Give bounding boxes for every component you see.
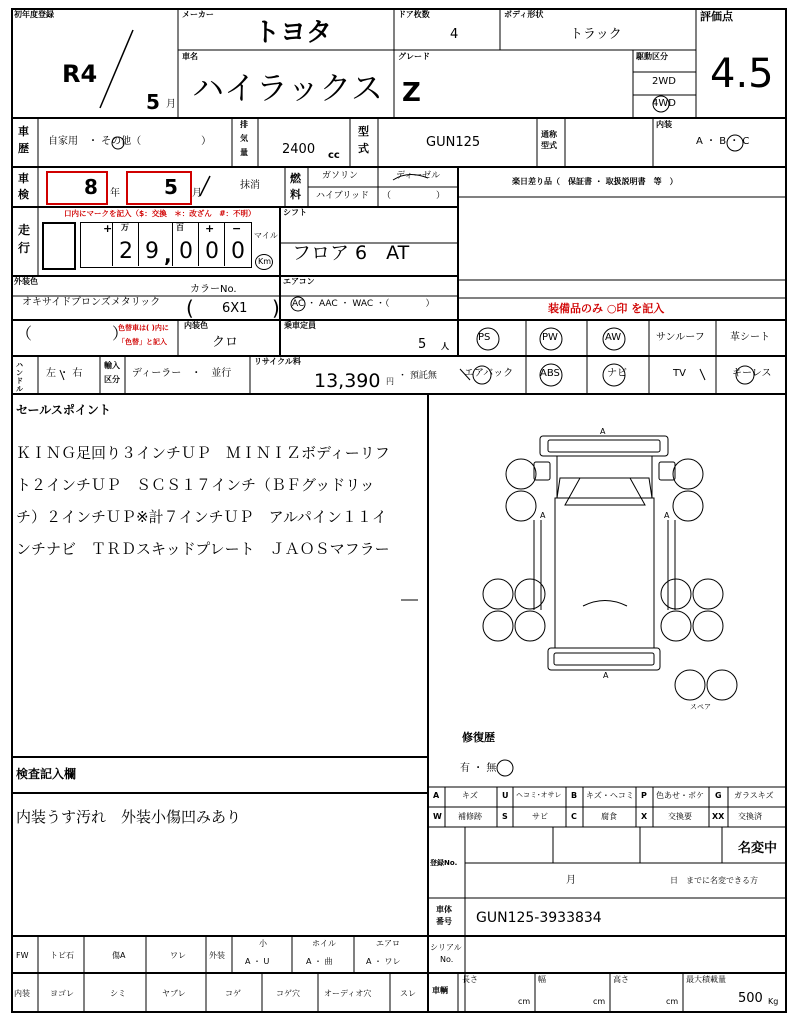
grade-value: Z (402, 78, 421, 108)
ext-small-label: 小 (259, 939, 267, 948)
displacement-label-2: 気 (240, 134, 248, 143)
legend-code-x: X (641, 812, 648, 821)
type-value: GUN125 (426, 135, 481, 150)
wheel-label: ホイル (312, 939, 336, 948)
legend-desc-xx: 交換済 (738, 812, 762, 821)
aero-value: A ・ ワレ (366, 957, 401, 966)
sales-line-4: ンチナビ ＴＲＤスキッドプレート ＪＡＯＳマフラー (16, 540, 390, 558)
body-value: トラック (570, 27, 622, 42)
sales-line-1: ＫＩＮＧ足回り３インチＵＰ ＭＩＮＩＺボディーリフ (16, 444, 390, 462)
shift-label: シフト (283, 208, 307, 217)
height-unit: cm (666, 997, 679, 1006)
sales-points-title: セールスポイント (16, 403, 111, 417)
color-change-note-2: 「色替」と記入 (118, 338, 167, 346)
ext-label: 外装 (209, 951, 225, 960)
equip-leather: 革シート (730, 332, 770, 343)
recycle-yen: 円 (386, 377, 394, 386)
type-label-2: 式 (358, 142, 369, 155)
equip-pw: PW (542, 332, 558, 343)
ext-color-value: オキサイドブロンズメタリック (22, 297, 161, 308)
diagram-mark-front: A (600, 427, 606, 436)
left-mirror-shape (534, 462, 550, 480)
mileage-digit-3: 0 (179, 239, 193, 264)
tire-rr-outer (661, 579, 691, 609)
legend-desc-c: 腐食 (601, 812, 617, 821)
reg-month-unit: 月 (566, 875, 576, 886)
auction-sheet: 初年度登録 R4 5 月 メーカー トヨタ ドア枚数 4 ボディ形状 トラック 評価点 4.5 車名 ハイラックス グレード Z 駆動区分 2WD 4WD 車 歴 自家用 ・ その他（ ） 排 気 量 2400 cc 型 式 GUN125 通称 型式 内装 A ・ B ・ C 車 検 8 年 5 月 抹消 燃 料 ガソリン ディーゼル ハイブリッド （ ） 楽日差り品（ 保証書 ・ 取扱説明書 等 ） 走 行 口内にマークを記入（$：交換 ＊：改ざん #：不明） + 万 百 + − 2 9 , 0 0 0 マイル Km シフト フロア 6 AT エアコン AC ・ AAC ・ WAC ・（ ） 外装色 オキサイドブロンズメタリック カラーNo. ( 6X1 ) 装備品のみ ○印 を記入 （ ） 色替車は( )内に 「色替」と記入 内装色 クロ 乗車定員 5 人 PS PW AW サンルーフ 革シート エアバック ABS ナビ TV キーレス ハンドル 左 ・ 右 輸入 区分 ディーラー ・ 並行 リサイクル料 13,390 円 ・ 預託無 セールスポイント ＫＩＮＧ足回り３インチＵＰ ＭＩＮＩＺボディーリフ ト２インチＵＰ ＳＣＳ１７インチ（ＢＦグッドリッ チ）２インチＵＰ※計７インチＵＰ アルパイン１１イ ンチナビ ＴＲＤスキッドプレート ＪＡＯＳマフラー A A A A スペア 修復歴 有 ・ 無 検査記入欄 内装うす汚れ 外装小傷凹みあり A キズ U ヘコミ･オサレ B キズ・ヘコミ P 色あせ・ボケ G ガラスキズ W 補修跡 S サビ C 腐食 X 交換要 XX 交換済 登録No. 名変中 月 日 までに名変できる方 車体 番号 GUN125-3933834 シリアル No. 車輌 長さ cm 幅 cm 高さ cm 最大積載量 500 Kg FW トビ石 傷A ワレ 外装 小 A ・ U ホイル A ・ 曲 エアロ A ・ ワレ 内装 ヨゴレ シミ ヤブレ コゲ コゲ穴 オーディオ穴 スレ (0, 0, 800, 1024)
mileage-plus-2: + (205, 222, 215, 235)
displacement-value: 2400 (282, 142, 316, 157)
inspection-erased: 抹消 (240, 180, 260, 191)
diagram-mark-right: A (664, 511, 670, 520)
inspection-year-unit: 年 (110, 188, 120, 199)
tire-rl-2 (483, 611, 513, 641)
interior-color-label: 内装色 (184, 321, 208, 330)
wheel-value: A ・ 曲 (306, 957, 333, 966)
int-label: 内装 (14, 989, 30, 998)
import-value: ディーラー ・ 並行 (132, 368, 232, 379)
tire-fr-inner (673, 491, 703, 521)
vin-label-2: 番号 (436, 917, 452, 926)
maker-value: トヨタ (254, 18, 333, 48)
repair-label: 修復歴 (462, 731, 495, 744)
import-label-1: 輸入 (104, 361, 120, 370)
tire-fr-outer (673, 459, 703, 489)
right-mirror-shape (659, 462, 675, 480)
inspection-month: 5 (164, 175, 178, 199)
first-reg-month: 5 (146, 90, 160, 114)
interior-grades: A ・ B ・ C (696, 136, 750, 147)
fw-item-3: ワレ (170, 951, 186, 960)
displacement-label-3: 量 (240, 148, 248, 157)
mileage-minus: − (232, 222, 242, 235)
int-item-3: ヤブレ (162, 989, 186, 998)
mileage-digit-5: 0 (231, 239, 245, 264)
legend-code-u: U (502, 791, 509, 800)
legend-code-g: G (715, 791, 722, 800)
equipment-note: 装備品のみ ○印 を記入 (548, 302, 665, 315)
legend-desc-w: 補修跡 (458, 812, 482, 821)
fw-label: FW (16, 951, 29, 960)
first-reg-label: 初年度登録 (14, 10, 54, 19)
vin-value: GUN125-3933834 (476, 910, 602, 926)
common-type-label-1: 通称 (541, 130, 557, 139)
tire-rr-3 (693, 611, 723, 641)
documents: 楽日差り品（ 保証書 ・ 取扱説明書 等 ） (512, 177, 678, 186)
equip-tv: TV (673, 368, 686, 379)
handle-value: 左 ・ 右 (46, 368, 83, 379)
fuel-other: （ ） (382, 191, 446, 201)
serial-label-1: シリアル (430, 943, 462, 952)
doors-label: ドア枚数 (398, 10, 430, 19)
displacement-label-1: 排 (240, 120, 248, 129)
fuel-label-2: 料 (290, 188, 301, 201)
handle-label: ハンドル (16, 361, 23, 393)
tire-rl-3 (515, 611, 545, 641)
legend-code-b: B (571, 791, 578, 800)
spare-tire-1 (675, 670, 705, 700)
legend-desc-u: ヘコミ･オサレ (516, 791, 562, 799)
recycle-label: リサイクル料 (254, 357, 301, 366)
drive-4wd: 4WD (652, 98, 676, 109)
length-unit: cm (518, 997, 531, 1006)
tire-fl-inner (506, 491, 536, 521)
name-change: 名変中 (738, 841, 778, 856)
vin-label-1: 車体 (436, 905, 452, 914)
legend-code-s: S (502, 812, 508, 821)
equip-navi: ナビ (607, 368, 627, 379)
ext-color-label: 外装色 (14, 277, 38, 286)
tire-rr-2 (661, 611, 691, 641)
int-item-6: オーディオ穴 (324, 989, 372, 998)
mileage-plus-1: + (103, 222, 113, 235)
max-load-unit: Kg (768, 997, 779, 1006)
inspection-label-2: 検 (18, 188, 29, 201)
import-label-2: 区分 (104, 375, 120, 384)
legend-code-p: P (641, 791, 647, 800)
drive-label: 駆動区分 (636, 52, 668, 61)
model-name-value: ハイラックス (192, 69, 384, 107)
recycle-fee: 13,390 (314, 370, 381, 392)
inspection-label-1: 車 (18, 172, 29, 185)
body-label: ボディ形状 (504, 10, 544, 19)
serial-label-2: No. (440, 955, 454, 964)
history-value: 自家用 ・ その他（ ） (48, 136, 212, 147)
int-item-4: コゲ (225, 989, 241, 998)
equip-sunroof: サンルーフ (656, 332, 705, 343)
maker-label: メーカー (182, 10, 214, 19)
mileage-label-2: 行 (18, 241, 31, 255)
equip-ps: PS (478, 332, 491, 343)
grade-label: グレード (398, 52, 430, 61)
max-load-value: 500 (738, 991, 763, 1006)
recycle-deposit: ・ 預託無 (398, 371, 437, 381)
equip-aw: AW (605, 332, 622, 343)
max-load-label: 最大積載量 (686, 975, 726, 984)
mileage-digit-4: 0 (205, 239, 219, 264)
spare-label: スペア (690, 703, 711, 711)
legend-code-a: A (433, 791, 440, 800)
legend-desc-s: サビ (532, 812, 548, 821)
drive-2wd: 2WD (652, 76, 676, 87)
color-no-value: 6X1 (222, 301, 248, 316)
mileage-label-1: 走 (18, 223, 31, 237)
first-reg-era: R4 (62, 60, 98, 88)
fw-item-1: トビ石 (50, 951, 74, 960)
reg-day-note: 日 までに名変できる方 (670, 876, 758, 885)
legend-desc-g: ガラスキズ (734, 791, 774, 800)
color-change-note-1: 色替車は( )内に (118, 324, 169, 332)
doors-value: 4 (450, 27, 459, 42)
equip-airbag: エアバック (464, 368, 514, 379)
legend-desc-x: 交換要 (668, 812, 692, 821)
equip-abs: ABS (540, 368, 560, 379)
int-item-5: コゲ穴 (276, 989, 300, 998)
first-reg-month-unit: 月 (166, 99, 176, 110)
history-label-1: 車 (18, 125, 29, 138)
tire-rl-outer (483, 579, 513, 609)
front-bumper-shape (540, 436, 668, 456)
capacity-label: 乗車定員 (284, 321, 316, 330)
int-item-7: スレ (400, 989, 416, 998)
score-value: 4.5 (710, 51, 774, 97)
inspection-year: 8 (84, 175, 98, 199)
width-label: 幅 (538, 975, 546, 984)
mileage-km: Km (258, 257, 272, 266)
shift-value: フロア 6 AT (292, 242, 410, 264)
sales-line-3: チ）２インチＵＰ※計７インチＵＰ アルパイン１１イ (16, 508, 387, 526)
diagram-mark-left: A (540, 511, 546, 520)
dims-label: 車輌 (432, 986, 448, 995)
width-unit: cm (593, 997, 606, 1006)
inspection-month-unit: 月 (192, 188, 202, 199)
color-no-label: カラーNo. (190, 284, 237, 295)
mileage-mile: マイル (254, 231, 278, 240)
tire-rr-inner (693, 579, 723, 609)
mileage-unit-hyaku: 百 (176, 223, 184, 232)
mileage-comma: , (164, 243, 172, 267)
capacity-value: 5 (418, 337, 427, 352)
model-name-label: 車名 (182, 52, 198, 61)
reg-label: 登録No. (430, 859, 458, 867)
diagram-mark-rear: A (603, 671, 609, 680)
legend-desc-a: キズ (462, 791, 478, 800)
history-label-2: 歴 (18, 142, 29, 155)
inspection-notes-text: 内装うす汚れ 外装小傷凹みあり (16, 808, 242, 826)
length-label: 長さ (462, 975, 478, 984)
common-type-label-2: 型式 (541, 141, 557, 150)
legend-code-w: W (433, 812, 442, 821)
height-label: 高さ (613, 975, 629, 984)
int-item-2: シミ (110, 989, 126, 998)
spare-tire-2 (707, 670, 737, 700)
aero-label: エアロ (376, 939, 400, 948)
mileage-unit-man: 万 (121, 223, 129, 232)
ext-small-value: A ・ U (245, 957, 270, 966)
inspection-notes-title: 検査記入欄 (16, 767, 77, 781)
legend-desc-p: 色あせ・ボケ (656, 791, 704, 800)
capacity-unit: 人 (441, 342, 449, 351)
ac-options: AC ・ AAC ・ WAC ・（ ） (292, 299, 435, 309)
legend-code-xx: XX (712, 812, 725, 821)
repair-value: 有 ・ 無 (460, 763, 497, 774)
fuel-label-1: 燃 (290, 172, 301, 185)
mileage-digit-1: 2 (119, 239, 133, 264)
tire-fl-outer (506, 459, 536, 489)
fuel-diesel: ディーゼル (396, 171, 441, 181)
type-label-1: 型 (358, 125, 369, 138)
equip-keyless: キーレス (732, 368, 772, 379)
rear-bumper-shape (548, 648, 660, 670)
mileage-note: 口内にマークを記入（$：交換 ＊：改ざん #：不明） (64, 209, 256, 218)
interior-color-value: クロ (212, 335, 239, 350)
fuel-gasoline: ガソリン (322, 171, 359, 181)
int-item-1: ヨゴレ (50, 989, 74, 998)
fuel-hybrid: ハイブリッド (316, 191, 370, 201)
legend-desc-b: キズ・ヘコミ (586, 791, 634, 800)
interior-label: 内装 (656, 120, 672, 129)
cab-bed-shape (555, 498, 654, 648)
windshield-shape (557, 478, 652, 498)
legend-code-c: C (571, 812, 577, 821)
score-label: 評価点 (700, 10, 733, 23)
ac-label: エアコン (283, 277, 315, 286)
color-change-paren: （ ） (16, 324, 129, 343)
sales-line-2: ト２インチＵＰ ＳＣＳ１７インチ（ＢＦグッドリッ (16, 476, 375, 494)
fw-item-2: 傷A (112, 951, 126, 960)
mileage-digit-2: 9 (145, 239, 159, 264)
displacement-unit: cc (328, 150, 340, 161)
